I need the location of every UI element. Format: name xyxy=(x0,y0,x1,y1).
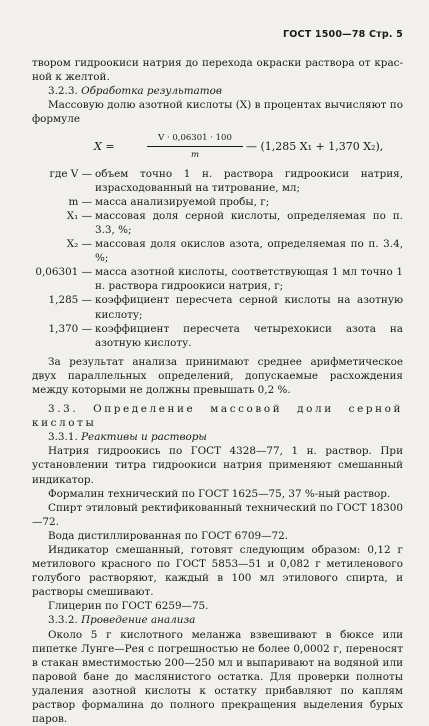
definition-symbol: X₂ — xyxy=(66,238,92,251)
definition-text: коэффициент пересчета четырехокиси азота на азотную кислоту. xyxy=(95,322,403,349)
section-number: 3.3.2. xyxy=(48,614,78,627)
definition-item xyxy=(32,265,403,293)
formula-lhs: X = xyxy=(94,139,115,153)
definition-text: коэффициент пересчета серной кислоты на азотную кислоту; xyxy=(95,294,403,321)
formula-denominator: m xyxy=(190,149,200,160)
definition-item xyxy=(32,195,403,209)
section-3-3-2-heading xyxy=(32,613,403,627)
definition-item xyxy=(32,237,403,265)
definition-symbol: m — xyxy=(68,195,92,208)
paragraph-continuation: твором гидроокиси натрия до перехода окраски раствора от крас-ной к желтой. xyxy=(32,57,403,84)
section-number: 3.2.3. xyxy=(48,85,78,98)
paragraph-formalin: Формалин технический по ГОСТ 1625—75, 37 %-ный раствор. xyxy=(48,487,391,500)
paragraph-natr: Натрия гидроокись по ГОСТ 4328—77, 1 н. раствор. При установлении титра гидроокиси натрия применяют смешанный индикатор. xyxy=(32,445,403,486)
page-header: ГОСТ 1500—78 Стр. 5 xyxy=(283,29,403,40)
definition-symbol: 1,370 — xyxy=(48,322,92,335)
paragraph-analysis: Около 5 г кислотного меланжа взвешивают в бюксе или пипетке Лунге—Рея с погрешностью не более 0,0002 г, переносят в стакан вместимостью 200—250 мл и выпаривают на водяной или паровой бане до маслянистого остатка. Для проверки полноты удаления азотной кислоты к остатку прибавляют по каплям раствор формалина до полного прекращения выделения бурых паров. xyxy=(32,628,403,726)
paragraph-result: За результат анализа принимают среднее арифметическое двух параллельных определений, допускаемые расхождения между которыми не должны превышать 0,2 %. xyxy=(32,355,403,396)
section-3-2-3-heading xyxy=(32,84,403,98)
definition-item xyxy=(32,209,403,237)
section-title: Обработка результатов xyxy=(81,85,222,98)
definition-item xyxy=(32,322,403,350)
definition-text: масса анализируемой пробы, г; xyxy=(95,195,270,208)
definitions-list xyxy=(32,167,403,350)
paragraph-spirt: Спирт этиловый ректификованный технический по ГОСТ 18300—72. xyxy=(32,501,403,528)
formula xyxy=(32,131,403,161)
formula-numerator: V · 0,06301 · 100 xyxy=(147,131,243,147)
paragraph-glicerin: Глицерин по ГОСТ 6259—75. xyxy=(48,600,209,613)
section-3-3-heading: 3.3. Определение массовой доли серной кислоты xyxy=(32,403,403,430)
definition-item xyxy=(32,293,403,321)
section-title: Реактивы и растворы xyxy=(81,431,207,444)
definition-item xyxy=(32,167,403,195)
formula-fraction xyxy=(147,131,243,162)
definition-symbol: 0,06301 — xyxy=(35,266,92,279)
definition-symbol: 1,285 — xyxy=(48,294,92,307)
paragraph-voda: Вода дистиллированная по ГОСТ 6709—72. xyxy=(48,529,289,542)
definition-text: массовая доля окислов азота, определяемая по п. 3.4, %; xyxy=(95,238,403,265)
section-number: 3.3.1. xyxy=(48,431,78,444)
paragraph-formula-intro: Массовую долю азотной кислоты (X) в процентах вычисляют по формуле xyxy=(32,99,403,126)
definition-text: масса азотной кислоты, соответствующая 1 мл точно 1 н. раствора гидроокиси натрия, г; xyxy=(95,266,403,293)
definition-text: массовая доля серной кислоты, определяемая по п. 3.3, %; xyxy=(95,209,403,236)
paragraph-indikator: Индикатор смешанный, готовят следующим образом: 0,12 г метилового красного по ГОСТ 5853—51 и 0,082 г метиленового голубого растворяют, каждый в 100 мл этилового спирта, и растворы смешивают. xyxy=(32,544,403,599)
section-3-3-1-heading xyxy=(32,430,403,444)
definition-symbol: где V — xyxy=(49,167,92,180)
formula-rhs: — (1,285 X₁ + 1,370 X₂), xyxy=(246,139,384,153)
definition-symbol: X₁ — xyxy=(66,209,92,222)
definition-text: объем точно 1 н. раствора гидроокиси натрия, израсходованный на титрование, мл; xyxy=(95,167,403,194)
section-title: Проведение анализа xyxy=(81,614,196,627)
